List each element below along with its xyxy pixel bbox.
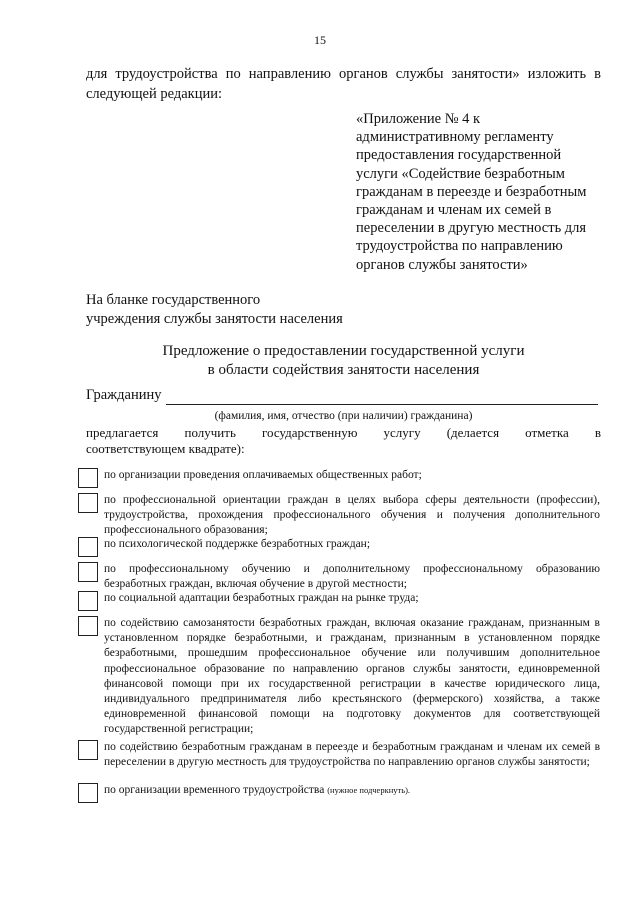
option-label-text: по организации временного трудоустройства bbox=[104, 784, 325, 796]
page-number: 15 bbox=[314, 33, 326, 47]
letterhead-line-1: На бланке государственного bbox=[86, 292, 261, 308]
option-note: (нужное подчеркнуть). bbox=[327, 785, 411, 795]
option-checkbox[interactable] bbox=[78, 616, 98, 636]
title-line-2: в области содействия занятости населения bbox=[207, 362, 480, 378]
option-label: по содействию самозанятости безработных граждан, включая оказание гражданам, признанным в установленном порядке безработными, и гражданам, признанным в установленном порядке безработными, прошедшим профессиональное обучение или получившим дополнительное профессиональное образование по направлению органов службы занятости, единовременной финансовой помощи при их государственной регистрации в качестве юридического лица, индивидуального предпринимателя либо крестьянского (фермерского) хозяйства, а также единовременной финансовой помощи на подготовку документов для соответствующей государственной регистрации; bbox=[104, 617, 600, 736]
option-label: по социальной адаптации безработных граждан на рынке труда; bbox=[104, 592, 419, 604]
offer-line-1 bbox=[86, 425, 601, 441]
offer-line-2: соответствующем квадрате): bbox=[86, 440, 245, 456]
option-checkbox[interactable] bbox=[78, 783, 98, 803]
option-checkbox[interactable] bbox=[78, 740, 98, 760]
option-label: по содействию безработным гражданам в переезде и безработным гражданам и членам их семей в переселении в другую местность для трудоустройства по направлению органов службы занятости; bbox=[104, 741, 600, 769]
option-checkbox[interactable] bbox=[78, 468, 98, 488]
letterhead-line-2: учреждения службы занятости населения bbox=[86, 311, 343, 327]
option-label: по профессиональной ориентации граждан в целях выбора сферы деятельности (профессии), трудоустройства, прохождения профессионального обучения и получения дополнительного профессионального образования; bbox=[104, 494, 600, 537]
option-label: по психологической поддержке безработных граждан; bbox=[104, 538, 371, 550]
offer-word: услугу bbox=[383, 425, 421, 440]
annex-heading: «Приложение № 4 к административному регламенту предоставления государственной услуги «Содействие безработным гражданам в переезде и безработным гражданам и членам их семей в переселении в другую местность для трудоустройства по направлению органов службы занятости» bbox=[356, 111, 587, 273]
offer-word: получить bbox=[184, 425, 236, 440]
option-label: по организации проведения оплачиваемых общественных работ; bbox=[104, 469, 422, 481]
offer-word: в bbox=[594, 425, 601, 440]
option-checkbox[interactable] bbox=[78, 562, 98, 582]
citizen-field bbox=[86, 387, 601, 404]
title-line-1: Предложение о предоставлении государственной услуги bbox=[162, 343, 525, 359]
offer-word: (делается bbox=[446, 425, 500, 440]
option-checkbox[interactable] bbox=[78, 591, 98, 611]
option-label bbox=[104, 783, 600, 798]
citizen-label: Гражданину bbox=[86, 387, 162, 403]
option-label: по профессиональному обучению и дополнительному профессиональному образованию безработных граждан, включая обучение в другой местности; bbox=[104, 563, 600, 591]
offer-word: предлагается bbox=[86, 425, 159, 440]
offer-word: государственную bbox=[262, 425, 358, 440]
intro-paragraph: для трудоустройства по направлению органов службы занятости» изложить в следующей редакции: bbox=[86, 66, 601, 102]
citizen-name-line[interactable] bbox=[166, 404, 598, 405]
citizen-hint: (фамилия, имя, отчество (при наличии) гражданина) bbox=[214, 410, 473, 422]
offer-word: отметка bbox=[525, 425, 569, 440]
offer-text bbox=[86, 425, 601, 456]
option-checkbox[interactable] bbox=[78, 537, 98, 557]
option-checkbox[interactable] bbox=[78, 493, 98, 513]
document-title bbox=[86, 342, 601, 380]
letterhead-note bbox=[86, 291, 406, 329]
